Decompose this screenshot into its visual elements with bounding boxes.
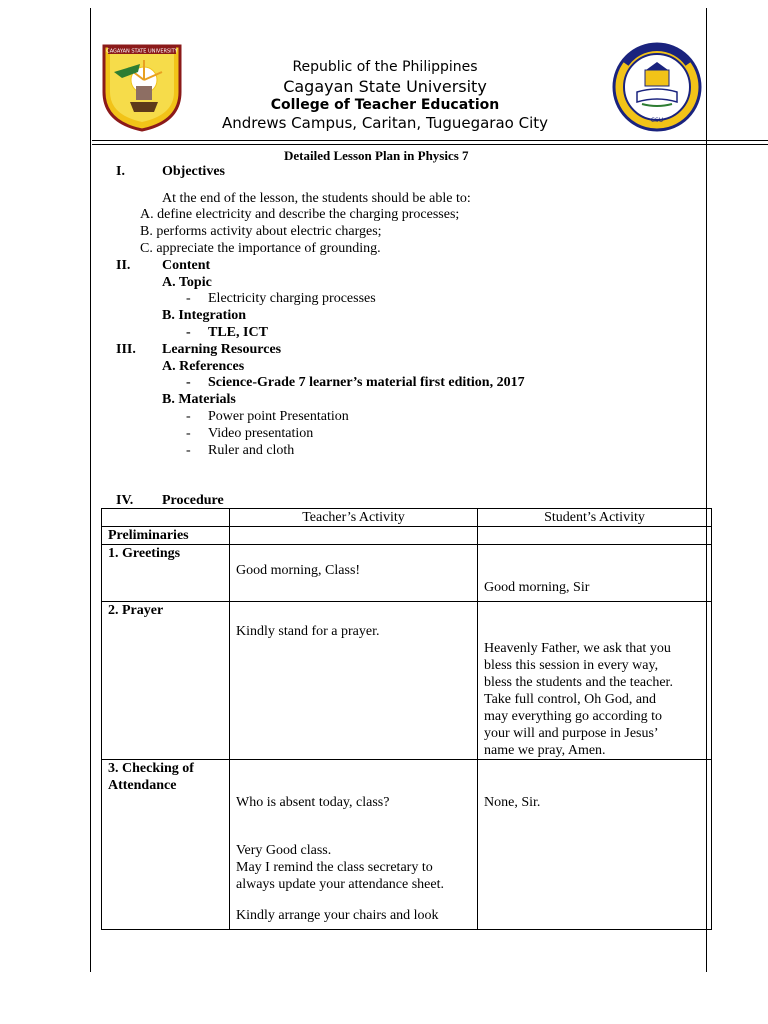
attendance-label-line: 3. Checking of [108, 761, 194, 776]
cte-seal-logo [612, 42, 702, 132]
attendance-teacher-cell [230, 760, 478, 930]
content-number: II. [116, 258, 131, 273]
reference-item: Science-Grade 7 learner’s material first edition, 2017 [208, 375, 525, 390]
attendance-student: None, Sir. [484, 795, 541, 810]
resources-heading: Learning Resources [162, 342, 282, 357]
prayer-student-line: Take full control, Oh God, and [484, 692, 657, 707]
table-cell [230, 527, 478, 545]
prayer-student-line: Heavenly Father, we ask that you [484, 641, 671, 656]
material-item: Ruler and cloth [208, 443, 295, 458]
header-campus: Andrews Campus, Caritan, Tuguegarao City [221, 114, 549, 132]
table-header-student: Student’s Activity [478, 509, 712, 527]
header-divider-top [92, 140, 768, 141]
procedure-heading: Procedure [162, 493, 224, 508]
topic-item: Electricity charging processes [208, 291, 376, 306]
prayer-student-line: your will and purpose in Jesus’ [484, 726, 659, 741]
svg-text:CAGAYAN STATE UNIVERSITY: CAGAYAN STATE UNIVERSITY [106, 48, 178, 55]
header-college: College of Teacher Education [270, 97, 500, 113]
materials-label: B. Materials [162, 392, 236, 407]
left-margin-line [90, 8, 91, 972]
objectives-intro: At the end of the lesson, the students should be able to: [162, 191, 471, 206]
objectives-number: I. [116, 164, 125, 179]
greetings-label: 1. Greetings [102, 545, 230, 602]
content-heading: Content [162, 258, 211, 273]
procedure-table [101, 508, 712, 930]
header-university: Cagayan State University [283, 77, 487, 96]
objectives-heading: Objectives [162, 164, 225, 179]
prayer-student-line: bless the students and the teacher. [484, 675, 673, 690]
prayer-label: 2. Prayer [102, 602, 230, 760]
greetings-teacher-cell [230, 545, 478, 602]
procedure-number: IV. [116, 493, 134, 508]
attendance-teacher-line: always update your attendance sheet. [236, 877, 444, 892]
references-label: A. References [162, 359, 245, 374]
table-row [102, 602, 712, 760]
material-dash: - [186, 426, 191, 441]
table-header-phase [102, 509, 230, 527]
material-dash: - [186, 443, 191, 458]
objective-item: C. appreciate the importance of grounding. [140, 241, 381, 256]
greetings-teacher: Good morning, Class! [236, 563, 361, 578]
integration-label: B. Integration [162, 308, 246, 323]
topic-label: A. Topic [162, 275, 212, 290]
table-row [102, 545, 712, 602]
attendance-teacher-line: Very Good class. [236, 843, 332, 858]
greetings-student-cell [478, 545, 712, 602]
attendance-teacher-last: Kindly arrange your chairs and look [236, 908, 439, 923]
attendance-teacher-question: Who is absent today, class? [236, 795, 390, 810]
greetings-student: Good morning, Sir [484, 580, 590, 595]
csu-seal-logo [100, 42, 184, 132]
prayer-student-line: name we pray, Amen. [484, 743, 606, 758]
attendance-label-line: Attendance [108, 778, 177, 793]
prayer-teacher-cell [230, 602, 478, 760]
table-header-row [102, 509, 712, 527]
attendance-teacher-line: May I remind the class secretary to [236, 860, 433, 875]
table-row [102, 760, 712, 930]
resources-number: III. [116, 342, 136, 357]
prayer-teacher: Kindly stand for a prayer. [236, 624, 380, 639]
integration-item: TLE, ICT [208, 325, 268, 340]
integration-dash: - [186, 325, 191, 340]
prayer-student-line: may everything go according to [484, 709, 663, 724]
objective-item: B. performs activity about electric charges; [140, 224, 382, 239]
material-item: Power point Presentation [208, 409, 349, 424]
preliminaries-label: Preliminaries [102, 527, 230, 545]
prayer-student-line: bless this session in every way, [484, 658, 659, 673]
attendance-label [102, 760, 230, 930]
material-item: Video presentation [208, 426, 314, 441]
header-country: Republic of the Philippines [292, 59, 478, 75]
attendance-student-cell [478, 760, 712, 930]
topic-dash: - [186, 291, 191, 306]
header-divider-bottom [92, 144, 768, 145]
table-cell [478, 527, 712, 545]
svg-text:CSU: CSU [650, 117, 664, 124]
reference-dash: - [186, 375, 191, 390]
objective-item: A. define electricity and describe the charging processes; [140, 207, 460, 222]
table-header-teacher: Teacher’s Activity [230, 509, 478, 527]
material-dash: - [186, 409, 191, 424]
table-row [102, 527, 712, 545]
document-title: Detailed Lesson Plan in Physics 7 [284, 148, 469, 163]
prayer-student-cell [478, 602, 712, 760]
